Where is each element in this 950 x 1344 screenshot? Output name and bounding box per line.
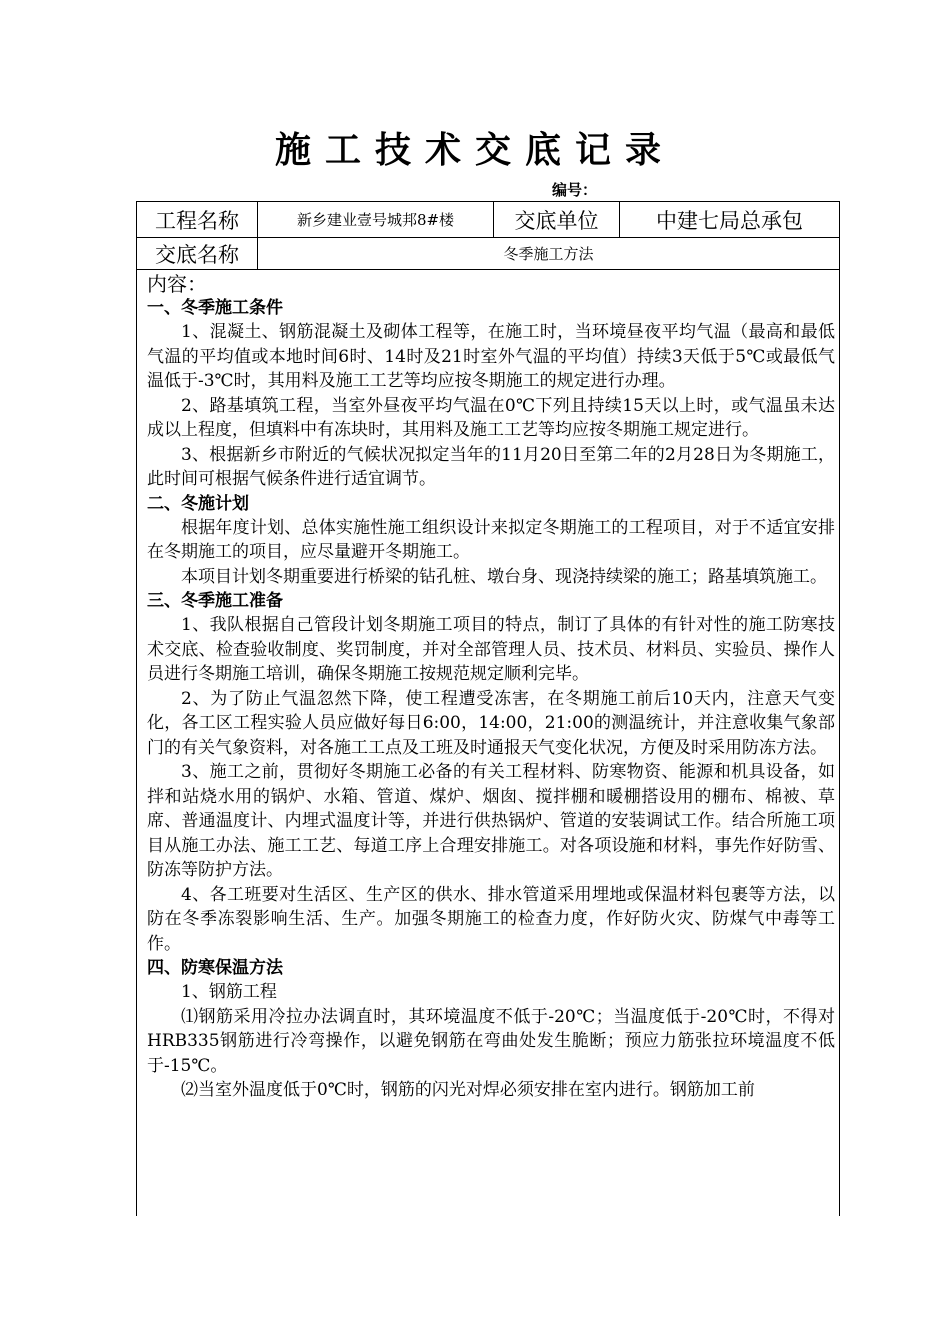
- paragraph: 1、我队根据自己管段计划冬期施工项目的特点，制订了具体的有针对性的施工防寒技术交底、检查验收制度、奖罚制度，并对全部管理人员、技术员、材料员、实验员、操作人员进行冬期施工培训，确保冬期施工按规范规定顺利完毕。: [147, 615, 835, 684]
- content-label: 内容：: [147, 272, 207, 296]
- paragraph: ⑴钢筋采用冷拉办法调直时，其环境温度不低于-20℃；当温度低于-20℃时，不得对HRB335钢筋进行冷弯操作，以避免钢筋在弯曲处发生脆断；预应力筋张拉环境温度不低于-15℃。: [147, 1006, 835, 1076]
- section-heading-4: 四、防寒保温方法: [147, 958, 283, 978]
- project-row: [137, 202, 839, 238]
- paragraph: 2、为了防止气温忽然下降，使工程遭受冻害，在冬期施工前后10天内，注意天气变化，各工区工程实验人员应做好每日6:00，14:00，21:00的测温统计，并注意收集气象部门的有关气象资料，对各施工工点及工班及时通报天气变化状况，方便及时采用防冻方法。: [147, 688, 835, 758]
- paragraph: 3、施工之前，贯彻好冬期施工必备的有关工程材料、防寒物资、能源和机具设备，如拌和站烧水用的锅炉、水箱、管道、煤炉、烟囱、搅拌棚和暖棚搭设用的棚布、棉被、草席、普通温度计、内埋式温度计等，并进行供热锅炉、管道的安装调试工作。结合所施工项目从施工办法、施工工艺、每道工序上合理安排施工。对各项设施和材料，事先作好防雪、防冻等防护方法。: [147, 762, 835, 880]
- project-name-value: 新乡建业壹号城邦8#楼: [258, 202, 494, 237]
- paragraph: 3、根据新乡市附近的气候状况拟定当年的11月20日至第二年的2月28日为冬期施工，此时间可根据气候条件进行适宜调节。: [147, 444, 835, 489]
- disclosure-row: [137, 238, 839, 270]
- disclosure-form: [136, 201, 840, 1216]
- document-title: 施工技术交底记录: [274, 129, 675, 171]
- paragraph: 1、混凝土、钢筋混凝土及砌体工程等，在施工时，当环境昼夜平均气温（最高和最低气温的平均值或本地时间6时、14时及21时室外气温的平均值）持续3天低于5℃或最低气温低于-3℃时，其用料及施工工艺等均应按冬期施工的规定进行办理。: [147, 322, 835, 391]
- section-heading-2: 二、冬施计划: [147, 493, 249, 514]
- project-name-label: 工程名称: [137, 202, 258, 237]
- paragraph: 2、路基填筑工程，当室外昼夜平均气温在0℃下列且持续15天以上时，或气温虽未达成以上程度，但填料中有冻块时，其用料及施工工艺等均应按冬期施工规定进行。: [147, 395, 835, 440]
- paragraph: 4、各工班要对生活区、生产区的供水、排水管道采用埋地或保温材料包裹等方法，以防在冬季冻裂影响生活、生产。加强冬期施工的检查力度，作好防火灾、防煤气中毒等工作。: [147, 884, 835, 954]
- paragraph: ⑵当室外温度低于0℃时，钢筋的闪光对焊必须安排在室内进行。钢筋加工前: [181, 1080, 755, 1100]
- code-label: 编号：: [552, 181, 598, 199]
- unit-value: 中建七局总承包: [656, 208, 803, 233]
- disclosure-name-label: 交底名称: [137, 238, 258, 269]
- paragraph: 1、钢筋工程: [181, 982, 277, 1002]
- disclosure-name-value: 冬季施工方法: [503, 245, 594, 263]
- section-heading-1: 一、冬季施工条件: [147, 298, 283, 318]
- paragraph: 本项目计划冬期重要进行桥梁的钻孔桩、墩台身、现浇持续梁的施工；路基填筑施工。: [181, 566, 827, 587]
- unit-label: 交底单位: [494, 202, 620, 237]
- section-heading-3: 三、冬季施工准备: [147, 591, 283, 611]
- content-area: [147, 272, 835, 1103]
- paragraph: 根据年度计划、总体实施性施工组织设计来拟定冬期施工的工程项目，对于不适宜安排在冬期施工的项目，应尽量避开冬期施工。: [147, 517, 835, 562]
